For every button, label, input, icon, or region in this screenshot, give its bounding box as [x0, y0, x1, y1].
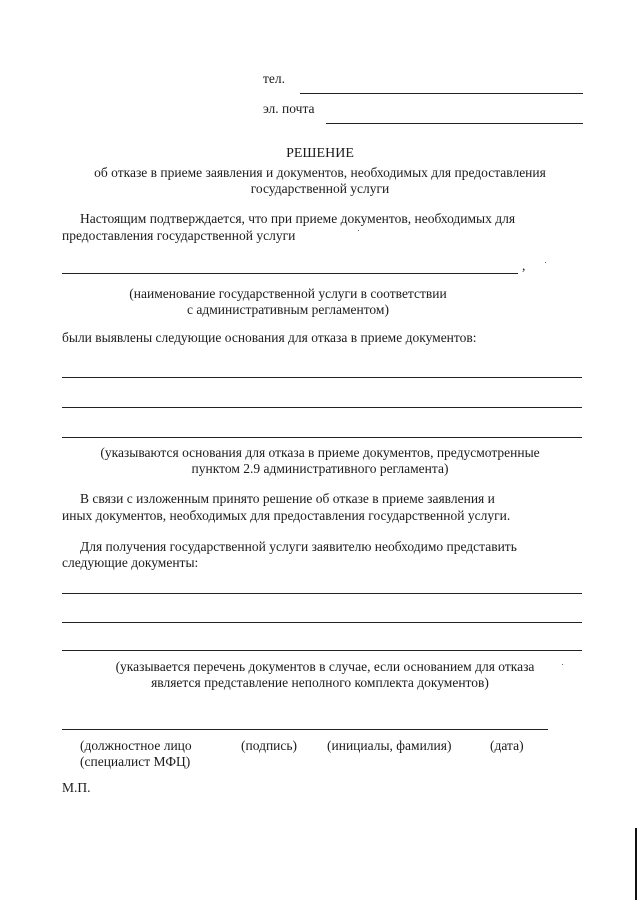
phone-line [300, 93, 583, 94]
docs-line-2 [62, 622, 582, 623]
date-label: (дата) [490, 738, 524, 753]
service-comma: , [522, 258, 526, 273]
docs-line-1 [62, 593, 582, 594]
intro-line2: предоставления государственной услуги [62, 228, 296, 243]
stamp-label: М.П. [62, 780, 91, 795]
signature-label: (подпись) [241, 738, 298, 753]
grounds-line-2 [62, 407, 582, 408]
decision-subtitle-line2: государственной услуги [250, 181, 390, 196]
scan-speck [545, 262, 546, 263]
official-label-line2: (специалист МФЦ) [80, 754, 191, 769]
grounds-line-3 [62, 437, 582, 438]
decision-subtitle-line1: об отказе в приеме заявления и документов, необходимых для предоставления [94, 165, 546, 180]
decision-line2: иных документов, необходимых для предоставления государственной услуги. [62, 508, 511, 523]
grounds-intro: были выявлены следующие основания для отказа в приеме документов: [62, 330, 477, 345]
service-note-line2: с административным регламентом) [187, 302, 389, 317]
email-label: эл. почта [263, 101, 315, 116]
docs-note-line1: (указывается перечень документов в случае, если основанием для отказа [115, 659, 535, 674]
phone-label: тел. [263, 71, 286, 86]
decision-title: РЕШЕНИЕ [286, 146, 354, 161]
docs-line-3 [62, 650, 582, 651]
docs-intro-line2: следующие документы: [62, 555, 199, 570]
grounds-note-line1: (указываются основания для отказа в приеме документов, предусмотренные [100, 445, 540, 460]
grounds-line-1 [62, 377, 582, 378]
grounds-note-line2: пунктом 2.9 административного регламента) [191, 461, 449, 476]
signature-line [62, 729, 548, 730]
official-label-line1: (должностное лицо [80, 738, 192, 753]
intro-line1: Настоящим подтверждается, что при приеме документов, необходимых для [80, 211, 516, 226]
decision-line1: В связи с изложенным принято решение об отказе в приеме заявления и [80, 491, 495, 506]
docs-note-line2: является представление неполного комплекта документов) [151, 675, 489, 690]
initials-label: (инициалы, фамилия) [327, 738, 452, 753]
service-note-line1: (наименование государственной услуги в соответствии [129, 286, 447, 301]
scan-speck [358, 230, 359, 231]
docs-intro-line1: Для получения государственной услуги заявителю необходимо представить [80, 539, 517, 554]
email-line [326, 123, 583, 124]
scan-edge-mark [635, 828, 637, 900]
service-name-line [62, 273, 518, 274]
scan-speck [562, 664, 563, 665]
